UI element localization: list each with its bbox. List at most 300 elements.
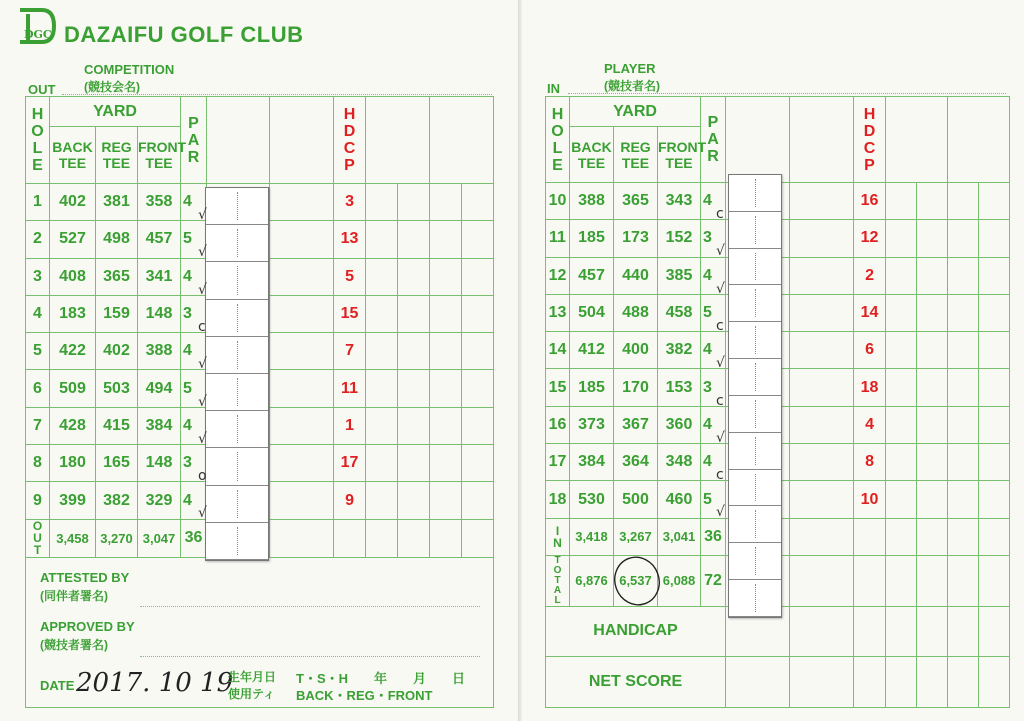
handwritten-check-mark: c — [716, 392, 724, 409]
front-tee-yards: 385 — [658, 257, 701, 294]
strip-cell[interactable] — [729, 212, 781, 249]
handwritten-check-mark: c — [716, 317, 724, 334]
score-cell[interactable] — [886, 332, 917, 369]
reg-tee-yards: 503 — [96, 370, 138, 407]
back-tee-yards: 185 — [570, 369, 614, 406]
handwritten-check-mark: c — [198, 318, 206, 335]
score-cell[interactable] — [270, 258, 334, 295]
score-cell[interactable] — [948, 481, 979, 518]
score-cell[interactable] — [790, 220, 854, 257]
handwritten-check-mark: √ — [198, 430, 207, 447]
back-tee-yards: 530 — [570, 481, 614, 518]
reg-tee-yards: 159 — [96, 295, 138, 332]
score-cell[interactable] — [917, 257, 948, 294]
strip-cell[interactable] — [206, 300, 268, 337]
reg-tee-yards: 440 — [614, 257, 658, 294]
front-tee-yards: 152 — [658, 220, 701, 257]
par-value: 4 — [181, 184, 207, 221]
strip-cell[interactable] — [729, 543, 781, 580]
date-handwritten: 2017. 10 19 — [76, 668, 234, 698]
score-cell[interactable] — [462, 221, 494, 258]
player-label: PLAYER — [604, 61, 656, 76]
score-cell[interactable] — [979, 332, 1010, 369]
strip-cell[interactable] — [729, 285, 781, 322]
score-cell[interactable] — [270, 482, 334, 519]
par-value: 4 — [181, 407, 207, 444]
net-score-label: NET SCORE — [546, 656, 726, 707]
hdcp-value: 14 — [854, 294, 886, 331]
total-par: 72 — [701, 555, 726, 606]
par-value: 4 — [181, 482, 207, 519]
hole-number: 13 — [546, 294, 570, 331]
score-cell[interactable] — [790, 481, 854, 518]
score-cell[interactable] — [917, 183, 948, 220]
tee-used-label: 使用ティ — [228, 687, 276, 701]
score-cell[interactable] — [886, 481, 917, 518]
reg-tee-yards: 402 — [96, 333, 138, 370]
competition-line — [62, 94, 492, 95]
strip-cell[interactable] — [729, 322, 781, 359]
score-cell[interactable] — [430, 333, 462, 370]
reg-tee-yards: 382 — [96, 482, 138, 519]
back-tee-yards: 402 — [50, 184, 96, 221]
hdcp-value: 13 — [334, 221, 366, 258]
back-tee-yards: 183 — [50, 295, 96, 332]
score-cell[interactable] — [398, 184, 430, 221]
hole-number: 9 — [26, 482, 50, 519]
score-cell[interactable] — [398, 482, 430, 519]
handwritten-check-mark: √ — [716, 504, 725, 521]
left-score-strip[interactable] — [205, 187, 269, 561]
score-col-4 — [430, 97, 494, 184]
hole-number: 10 — [546, 183, 570, 220]
score-cell[interactable] — [979, 406, 1010, 443]
handwritten-check-mark: √ — [198, 281, 207, 298]
score-cell[interactable] — [948, 444, 979, 481]
attested-signature-line[interactable] — [140, 606, 480, 607]
score-cell[interactable] — [430, 184, 462, 221]
strip-cell[interactable] — [206, 374, 268, 411]
out-reg-total: 3,270 — [96, 519, 138, 557]
front-tee-header: FRONT TEE — [138, 127, 181, 184]
hole-header: H O L E — [26, 97, 50, 184]
score-cell[interactable] — [979, 257, 1010, 294]
par-value: 4 — [181, 258, 207, 295]
hdcp-value: 6 — [854, 332, 886, 369]
score-cell[interactable] — [270, 445, 334, 482]
score-col-2 — [790, 97, 854, 183]
par-value: 4 — [181, 333, 207, 370]
front-tee-yards: 457 — [138, 221, 181, 258]
score-col-1 — [207, 97, 270, 184]
player-line — [568, 93, 1006, 94]
back-tee-yards: 180 — [50, 445, 96, 482]
score-cell[interactable] — [886, 406, 917, 443]
total-back: 6,876 — [570, 555, 614, 606]
reg-tee-yards: 381 — [96, 184, 138, 221]
score-cell[interactable] — [462, 258, 494, 295]
back-tee-yards: 384 — [570, 444, 614, 481]
front-tee-header: FRONT TEE — [658, 127, 701, 183]
era-date-label: T・S・H 年 月 日 — [296, 671, 466, 686]
score-cell[interactable] — [366, 184, 398, 221]
score-cell[interactable] — [366, 407, 398, 444]
score-cell[interactable] — [270, 184, 334, 221]
hole-number: 2 — [26, 221, 50, 258]
reg-tee-header: REG TEE — [614, 127, 658, 183]
front-tee-yards: 458 — [658, 294, 701, 331]
score-cell[interactable] — [430, 258, 462, 295]
out-vertical-label: O U T — [26, 519, 50, 557]
yard-header: YARD — [570, 97, 701, 127]
total-front: 6,088 — [658, 555, 701, 606]
par-value: 5 — [701, 481, 726, 518]
par-value: 4 — [701, 406, 726, 443]
hdcp-value: 16 — [854, 183, 886, 220]
par-value: 4 — [701, 444, 726, 481]
reg-tee-yards: 170 — [614, 369, 658, 406]
score-cell[interactable] — [917, 444, 948, 481]
hdcp-value: 11 — [334, 370, 366, 407]
date-label: DATE — [40, 678, 75, 693]
back-tee-yards: 509 — [50, 370, 96, 407]
par-value: 3 — [701, 220, 726, 257]
score-cell[interactable] — [790, 444, 854, 481]
score-cell[interactable] — [430, 445, 462, 482]
back-tee-yards: 527 — [50, 221, 96, 258]
score-cell[interactable] — [917, 481, 948, 518]
front-tee-yards: 148 — [138, 295, 181, 332]
strip-cell[interactable] — [206, 262, 268, 299]
score-cell[interactable] — [366, 333, 398, 370]
birth-label: 生年月日 — [228, 670, 277, 684]
handwritten-check-mark: o — [198, 468, 207, 485]
hdcp-value: 18 — [854, 369, 886, 406]
score-cell[interactable] — [462, 295, 494, 332]
out-front-total: 3,047 — [138, 519, 181, 557]
reg-tee-yards: 500 — [614, 481, 658, 518]
par-value: 3 — [181, 445, 207, 482]
par-value: 5 — [181, 370, 207, 407]
club-name: DAZAIFU GOLF CLUB — [64, 22, 304, 47]
score-cell[interactable] — [398, 333, 430, 370]
score-col-1 — [726, 97, 790, 183]
front-tee-yards: 382 — [658, 332, 701, 369]
par-value: 3 — [181, 295, 207, 332]
strip-cell[interactable] — [729, 433, 781, 470]
strip-cell[interactable] — [729, 470, 781, 507]
score-cell[interactable] — [398, 407, 430, 444]
out-back-total: 3,458 — [50, 519, 96, 557]
hole-number: 18 — [546, 481, 570, 518]
par-value: 4 — [701, 257, 726, 294]
hole-number: 3 — [26, 258, 50, 295]
score-cell[interactable] — [270, 333, 334, 370]
score-col-2 — [270, 97, 334, 184]
par-value: 5 — [181, 221, 207, 258]
out-par-total: 36 — [181, 519, 207, 557]
strip-cell[interactable] — [206, 411, 268, 448]
score-cell[interactable] — [398, 258, 430, 295]
hdcp-value: 5 — [334, 258, 366, 295]
strip-cell[interactable] — [206, 225, 268, 262]
back-tee-header: BACK TEE — [570, 127, 614, 183]
score-cell[interactable] — [948, 332, 979, 369]
score-cell[interactable] — [790, 369, 854, 406]
handwritten-check-mark: c — [716, 206, 724, 222]
back-tee-header: BACK TEE — [50, 127, 96, 184]
hole-number: 6 — [26, 370, 50, 407]
hole-number: 12 — [546, 257, 570, 294]
score-cell[interactable] — [398, 221, 430, 258]
score-cell[interactable] — [430, 221, 462, 258]
front-tee-yards: 460 — [658, 481, 701, 518]
score-cell[interactable] — [917, 406, 948, 443]
hole-number: 16 — [546, 406, 570, 443]
score-cell[interactable] — [790, 406, 854, 443]
hdcp-value: 8 — [854, 444, 886, 481]
front-tee-yards: 348 — [658, 444, 701, 481]
hdcp-header: H D C P — [854, 97, 886, 183]
front-tee-yards: 494 — [138, 370, 181, 407]
hole-number: 14 — [546, 332, 570, 369]
circled-reg-total-mark — [610, 553, 664, 609]
score-cell[interactable] — [917, 294, 948, 331]
back-tee-yards: 422 — [50, 333, 96, 370]
score-cell[interactable] — [366, 482, 398, 519]
score-cell[interactable] — [462, 482, 494, 519]
in-front-total: 3,041 — [658, 518, 701, 555]
front-tee-yards: 148 — [138, 445, 181, 482]
hdcp-value: 7 — [334, 333, 366, 370]
in-label: IN — [547, 81, 560, 96]
score-cell[interactable] — [462, 407, 494, 444]
handwritten-check-mark: √ — [198, 505, 207, 522]
strip-cell[interactable] — [729, 359, 781, 396]
score-cell[interactable] — [790, 294, 854, 331]
handwritten-check-mark: √ — [198, 244, 207, 261]
score-cell[interactable] — [366, 258, 398, 295]
score-cell[interactable] — [917, 332, 948, 369]
score-cell[interactable] — [366, 370, 398, 407]
score-cell[interactable] — [790, 257, 854, 294]
par-value: 5 — [701, 294, 726, 331]
hdcp-value: 17 — [334, 445, 366, 482]
score-cell[interactable] — [398, 445, 430, 482]
hdcp-value: 4 — [854, 406, 886, 443]
total-reg: 6,537 — [614, 555, 658, 606]
score-cell[interactable] — [979, 369, 1010, 406]
in-par-total: 36 — [701, 518, 726, 555]
score-cell[interactable] — [270, 407, 334, 444]
score-cell[interactable] — [886, 369, 917, 406]
front-tee-yards: 358 — [138, 184, 181, 221]
back-tee-yards: 428 — [50, 407, 96, 444]
svg-text:DGC: DGC — [24, 28, 52, 41]
score-cell[interactable] — [979, 220, 1010, 257]
handwritten-check-mark: √ — [716, 355, 725, 372]
front-tee-yards: 343 — [658, 183, 701, 220]
score-cell[interactable] — [366, 221, 398, 258]
score-cell[interactable] — [886, 220, 917, 257]
score-col-3 — [366, 97, 430, 184]
handwritten-check-mark: √ — [198, 207, 207, 223]
score-cell[interactable] — [430, 295, 462, 332]
hdcp-value: 15 — [334, 295, 366, 332]
attested-jp-label: (同伴者署名) — [40, 589, 108, 603]
hdcp-value: 1 — [334, 407, 366, 444]
back-tee-yards: 457 — [570, 257, 614, 294]
back-tee-yards: 388 — [570, 183, 614, 220]
hdcp-value: 3 — [334, 184, 366, 221]
hole-number: 11 — [546, 220, 570, 257]
score-cell[interactable] — [886, 444, 917, 481]
front-tee-yards: 384 — [138, 407, 181, 444]
strip-cell[interactable] — [729, 249, 781, 286]
in-back-total: 3,418 — [570, 518, 614, 555]
front-tee-yards: 153 — [658, 369, 701, 406]
score-cell[interactable] — [948, 369, 979, 406]
score-cell[interactable] — [462, 370, 494, 407]
back-tee-yards: 412 — [570, 332, 614, 369]
score-cell[interactable] — [979, 294, 1010, 331]
strip-cell[interactable] — [729, 396, 781, 433]
player-jp-label: (競技者名) — [604, 79, 660, 93]
reg-tee-yards: 364 — [614, 444, 658, 481]
reg-tee-yards: 365 — [614, 183, 658, 220]
back-tee-yards: 504 — [570, 294, 614, 331]
strip-cell[interactable] — [206, 448, 268, 485]
handwritten-check-mark: √ — [716, 280, 725, 297]
hole-header: H O L E — [546, 97, 570, 183]
hole-number: 5 — [26, 333, 50, 370]
score-cell[interactable] — [948, 220, 979, 257]
score-cell[interactable] — [979, 444, 1010, 481]
score-col-3 — [886, 97, 948, 183]
reg-tee-yards: 173 — [614, 220, 658, 257]
hole-number: 1 — [26, 184, 50, 221]
reg-tee-yards: 498 — [96, 221, 138, 258]
score-cell[interactable] — [886, 183, 917, 220]
front-tee-yards: 341 — [138, 258, 181, 295]
score-cell[interactable] — [948, 183, 979, 220]
score-cell[interactable] — [948, 257, 979, 294]
reg-tee-header: REG TEE — [96, 127, 138, 184]
score-cell[interactable] — [917, 220, 948, 257]
hdcp-value: 9 — [334, 482, 366, 519]
yard-header: YARD — [50, 97, 181, 127]
hdcp-value: 2 — [854, 257, 886, 294]
score-col-4 — [948, 97, 1010, 183]
tee-options-label: BACK・REG・FRONT — [296, 688, 433, 703]
score-cell[interactable] — [366, 295, 398, 332]
back-tee-yards: 373 — [570, 406, 614, 443]
strip-cell[interactable] — [729, 506, 781, 543]
score-cell[interactable] — [917, 369, 948, 406]
score-cell[interactable] — [398, 295, 430, 332]
strip-cell[interactable] — [729, 580, 781, 617]
handwritten-check-mark: √ — [716, 243, 725, 260]
competition-label: COMPETITION — [84, 62, 175, 77]
score-cell[interactable] — [979, 481, 1010, 518]
approved-signature-line[interactable] — [140, 656, 480, 657]
score-cell[interactable] — [366, 445, 398, 482]
score-cell[interactable] — [948, 294, 979, 331]
hole-number: 17 — [546, 444, 570, 481]
handwritten-check-mark: √ — [198, 356, 207, 373]
score-cell[interactable] — [790, 332, 854, 369]
hdcp-value: 10 — [854, 481, 886, 518]
handicap-label: HANDICAP — [546, 606, 726, 656]
par-value: 4 — [701, 332, 726, 369]
strip-cell[interactable] — [206, 486, 268, 523]
front-tee-yards: 360 — [658, 406, 701, 443]
score-cell[interactable] — [430, 370, 462, 407]
score-cell[interactable] — [462, 445, 494, 482]
reg-tee-yards: 400 — [614, 332, 658, 369]
score-cell[interactable] — [886, 294, 917, 331]
score-cell[interactable] — [462, 184, 494, 221]
front-tee-yards: 388 — [138, 333, 181, 370]
back-tee-yards: 399 — [50, 482, 96, 519]
score-cell[interactable] — [462, 333, 494, 370]
hole-number: 8 — [26, 445, 50, 482]
score-cell[interactable] — [790, 183, 854, 220]
out-label: OUT — [28, 82, 56, 97]
score-cell[interactable] — [886, 257, 917, 294]
score-cell[interactable] — [270, 295, 334, 332]
back-tee-yards: 408 — [50, 258, 96, 295]
par-value: 4 — [701, 183, 726, 220]
hole-number: 4 — [26, 295, 50, 332]
score-cell[interactable] — [979, 183, 1010, 220]
score-cell[interactable] — [398, 370, 430, 407]
right-score-strip[interactable] — [728, 174, 782, 618]
handwritten-check-mark: √ — [198, 393, 207, 410]
hdcp-value: 12 — [854, 220, 886, 257]
competition-jp-label: (競技会名) — [84, 80, 140, 94]
total-vertical-label: T O T A L — [546, 555, 570, 606]
hdcp-header: H D C P — [334, 97, 366, 184]
reg-tee-yards: 367 — [614, 406, 658, 443]
approved-jp-label: (競技者署名) — [40, 638, 108, 652]
card-fold — [518, 0, 522, 721]
score-cell[interactable] — [948, 406, 979, 443]
front-tee-yards: 329 — [138, 482, 181, 519]
par-header: P A R — [181, 97, 207, 184]
strip-cell[interactable] — [206, 337, 268, 374]
score-cell[interactable] — [270, 370, 334, 407]
par-header: P A R — [701, 97, 726, 183]
strip-cell[interactable] — [206, 188, 268, 225]
attested-label: ATTESTED BY — [40, 570, 130, 585]
in-reg-total: 3,267 — [614, 518, 658, 555]
par-value: 3 — [701, 369, 726, 406]
score-cell[interactable] — [430, 407, 462, 444]
strip-cell[interactable] — [206, 523, 268, 560]
score-cell[interactable] — [270, 221, 334, 258]
reg-tee-yards: 165 — [96, 445, 138, 482]
club-logo-icon — [14, 6, 56, 46]
reg-tee-yards: 415 — [96, 407, 138, 444]
hole-number: 7 — [26, 407, 50, 444]
reg-tee-yards: 365 — [96, 258, 138, 295]
in-vertical-label: I N — [546, 518, 570, 555]
score-cell[interactable] — [430, 482, 462, 519]
strip-cell[interactable] — [729, 175, 781, 212]
approved-label: APPROVED BY — [40, 619, 135, 634]
handwritten-check-mark: √ — [716, 429, 725, 446]
